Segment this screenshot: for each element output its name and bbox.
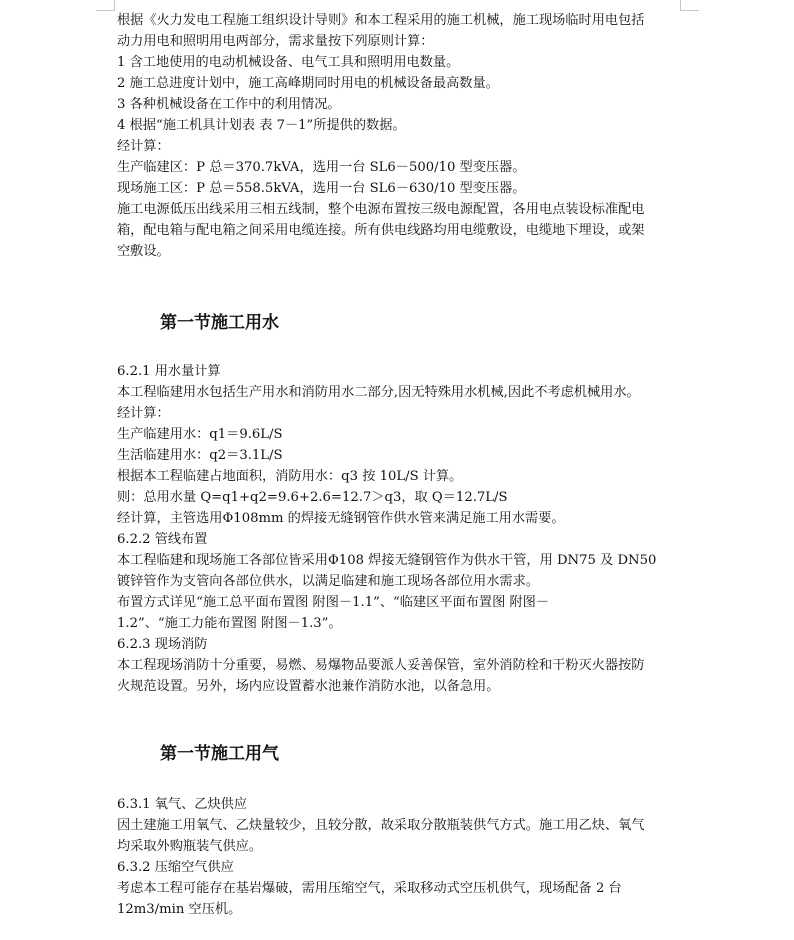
- gas-line-3: 均采取外购瓶装气供应。: [117, 839, 263, 854]
- power-line-12: 空敷设。: [117, 244, 170, 259]
- water-line-5: 生活临建用水：q2＝3.1L/S: [117, 448, 283, 463]
- power-line-6: 4 根据“施工机具计划表 表 7－1”所提供的数据。: [117, 118, 406, 133]
- power-line-8: 生产临建区：P 总＝370.7kVA，选用一台 SL6－500/10 型变压器。: [117, 160, 526, 175]
- gas-line-1: 6.3.1 氧气、乙炔供应: [117, 797, 248, 812]
- water-line-1: 6.2.1 用水量计算: [117, 364, 221, 379]
- power-line-5: 3 各种机械设备在工作中的利用情况。: [117, 97, 341, 112]
- gas-line-5: 考虑本工程可能存在基岩爆破，需用压缩空气，采取移动式空压机供气，现场配备 2 台: [117, 881, 622, 896]
- power-line-9: 现场施工区：P 总＝558.5kVA，选用一台 SL6－630/10 型变压器。: [117, 181, 526, 196]
- power-line-11: 箱，配电箱与配电箱之间采用电缆连接。所有供电线路均用电缆敷设，电缆地下埋设，或架: [117, 223, 645, 238]
- water-line-9: 6.2.2 管线布置: [117, 532, 208, 547]
- heading-gas: 第一节施工用气: [160, 744, 279, 764]
- power-line-10: 施工电源低压出线采用三相五线制，整个电源布置按三级电源配置，各用电点装设标准配电: [117, 202, 645, 217]
- gas-line-6: 12m3/min 空压机。: [117, 902, 242, 917]
- water-line-7: 则：总用水量 Q=q1+q2=9.6+2.6=12.7＞q3，取 Q＝12.7L/S: [117, 490, 508, 505]
- water-line-15: 本工程现场消防十分重要，易燃、易爆物品要派人妥善保管，室外消防栓和干粉灭火器按防: [117, 658, 645, 673]
- power-line-2: 动力用电和照明用电两部分，需求量按下列原则计算：: [117, 34, 434, 49]
- power-line-1: 根据《火力发电工程施工组织设计导则》和本工程采用的施工机械，施工现场临时用电包括: [117, 13, 645, 28]
- water-line-10: 本工程临建和现场施工各部位皆采用Φ108 焊接无缝钢管作为供水干管，用 DN75 及 DN50: [117, 553, 657, 568]
- gas-line-2: 因土建施工用氧气、乙炔量较少，且较分散，故采取分散瓶装供气方式。施工用乙炔、氧气: [117, 818, 645, 833]
- gas-line-4: 6.3.2 压缩空气供应: [117, 860, 234, 875]
- water-line-8: 经计算，主管选用Φ108mm 的焊接无缝钢管作供水管来满足施工用水需要。: [117, 511, 565, 526]
- water-line-13: 1.2”、“施工力能布置图 附图－1.3”。: [117, 616, 342, 631]
- power-line-3: 1 含工地使用的电动机械设备、电气工具和照明用电数量。: [117, 55, 460, 70]
- water-line-4: 生产临建用水：q1＝9.6L/S: [117, 427, 283, 442]
- water-line-2: 本工程临建用水包括生产用水和消防用水二部分,因无特殊用水机械,因此不考虑机械用水。: [117, 385, 640, 400]
- power-line-4: 2 施工总进度计划中，施工高峰期同时用电的机械设备最高数量。: [117, 76, 499, 91]
- power-line-7: 经计算：: [117, 139, 170, 154]
- water-line-11: 镀锌管作为支管向各部位供水，以满足临建和施工现场各部位用水需求。: [117, 574, 539, 589]
- water-line-6: 根据本工程临建占地面积，消防用水：q3 按 10L/S 计算。: [117, 469, 463, 484]
- water-line-16: 火规范设置。另外，场内应设置蓄水池兼作消防水池，以备急用。: [117, 679, 500, 694]
- heading-water: 第一节施工用水: [160, 313, 279, 333]
- water-line-14: 6.2.3 现场消防: [117, 637, 208, 652]
- water-line-12: 布置方式详见“施工总平面布置图 附图－1.1”、“临建区平面布置图 附图－: [117, 595, 550, 610]
- crop-mark-left: [96, 0, 115, 11]
- water-line-3: 经计算：: [117, 406, 170, 421]
